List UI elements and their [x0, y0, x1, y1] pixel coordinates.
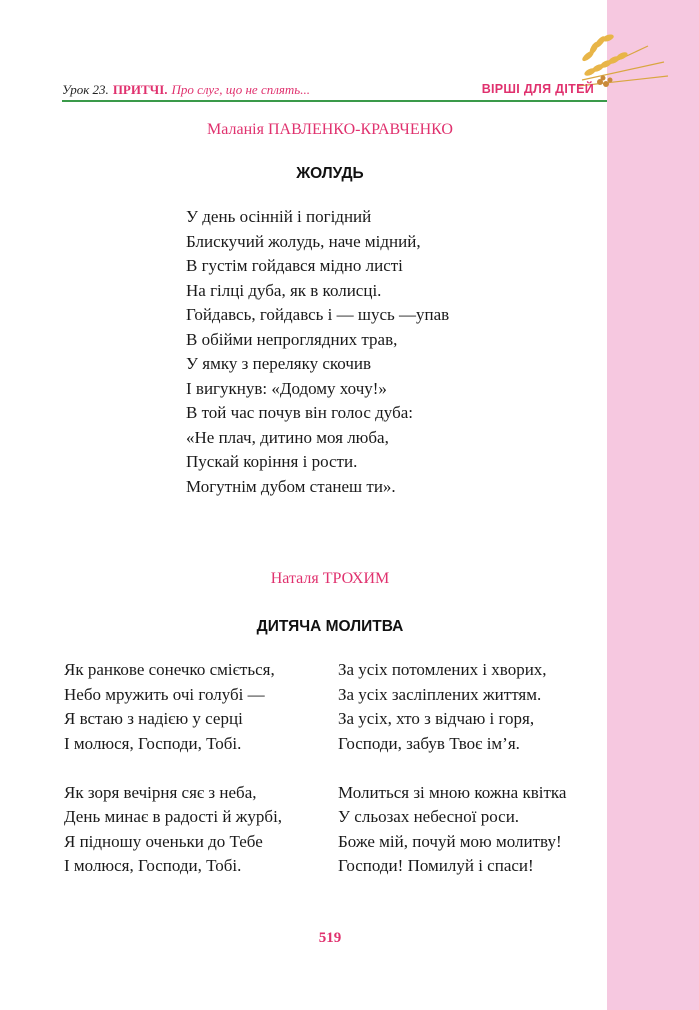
- header-left: [62, 82, 310, 98]
- lesson-topic: ПРИТЧІ.: [112, 82, 168, 97]
- poem-line: Я підношу оченьки до Тебе: [64, 831, 263, 851]
- poem-line: У день осінній і погідний: [186, 207, 372, 226]
- stanza-gap: [64, 756, 282, 781]
- poem-line: В густім гойдався мідно листі: [186, 256, 403, 275]
- section-title: ВІРШІ ДЛЯ ДІТЕЙ: [481, 82, 594, 96]
- poem2-right-column: [338, 658, 566, 879]
- poem-line: У сльозах небесної роси.: [338, 807, 520, 826]
- poem1-text: [186, 205, 449, 499]
- poem-line: Господи! Помилуй і спаси!: [338, 856, 534, 875]
- poem-line: На гілці дуба, як в колисці.: [186, 280, 382, 300]
- poem-line: За усіх, хто з відчаю і горя,: [338, 709, 535, 728]
- poem-line: Гойдавсь, гойдавсь і — шусь —упав: [186, 305, 450, 324]
- poem1-title: ЖОЛУДЬ: [296, 165, 364, 182]
- poem-line: Небо мружить очі голубі —: [64, 684, 265, 704]
- side-color-band: [607, 0, 699, 1010]
- poem2-title: ДИТЯЧА МОЛИТВА: [256, 618, 404, 635]
- poem-line: Пускай коріння і рости.: [186, 452, 358, 471]
- poem-line: День минає в радості й журбі,: [64, 807, 283, 826]
- poem-line: Могутнім дубом станеш ти».: [186, 476, 396, 496]
- page-header: [62, 80, 607, 100]
- poem-line: Господи, забув Твоє ім’я.: [338, 733, 520, 753]
- poem-line: Блискучий жолудь, наче мідний,: [186, 231, 421, 251]
- poem2-left-column: [64, 658, 282, 879]
- poem-line: Як ранкове сонечко сміється,: [64, 660, 275, 679]
- poem-line: В той час почув він голос дуба:: [186, 403, 413, 422]
- lesson-label: Урок 23.: [62, 82, 109, 97]
- lesson-subtitle: Про слуг, що не сплять...: [171, 82, 310, 97]
- poem1-author: Маланія ПАВЛЕНКО-КРАВЧЕНКО: [207, 121, 453, 138]
- poem-line: Боже мій, почуй мою молитву!: [338, 831, 562, 851]
- poem-line: В обійми непроглядних трав,: [186, 329, 398, 349]
- poem-line: Як зоря вечірня сяє з неба,: [64, 782, 257, 802]
- poem-line: І молюся, Господи, Тобі.: [64, 856, 242, 875]
- header-rule: [62, 100, 607, 102]
- poem-line: І молюся, Господи, Тобі.: [64, 733, 242, 753]
- poem-line: «Не плач, дитино моя люба,: [186, 427, 389, 447]
- poem-line: Молиться зі мною кожна квітка: [338, 782, 567, 802]
- poem-line: За усіх засліплених життям.: [338, 684, 542, 704]
- poem-line: Я встаю з надією у серці: [64, 709, 243, 728]
- stanza-gap: [338, 756, 566, 781]
- poem-line: У ямку з переляку скочив: [186, 354, 372, 373]
- poem-line: За усіх потомлених і хворих,: [338, 660, 547, 679]
- page-number: 519: [318, 930, 342, 946]
- poem2-author: Наталя ТРОХИМ: [270, 570, 390, 587]
- poem-line: І вигукнув: «Додому хочу!»: [186, 378, 387, 398]
